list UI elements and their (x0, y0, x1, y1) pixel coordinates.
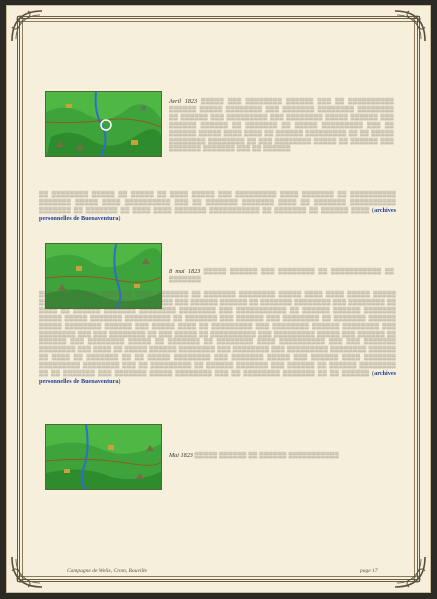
entry-header-text (169, 452, 394, 460)
entry-header-text (169, 98, 394, 153)
footer-page-number: page 17 (360, 568, 378, 574)
entry-header-text (169, 268, 394, 284)
archives-link[interactable]: archives personnelles de Buenaventura (39, 370, 397, 385)
entry-date: Mai 1823 (169, 452, 193, 459)
corner-ornament-icon (10, 555, 44, 589)
map-thumbnail (45, 424, 162, 490)
entry-body-text: ▒▒▒ ▒▒▒▒▒▒▒▒▒ ▒▒▒▒▒▒▒ ▒▒▒▒ ▒▒▒▒▒▒▒ ▒▒ ▒▒▒▒▒▒▒ ▒▒▒▒▒▒▒▒ ▒▒▒▒▒ ▒▒▒▒ ▒▒▒▒ ▒▒▒▒▒ ▒▒▒▒▒ ▒▒▒▒▒▒▒▒▒ ▒▒ ▒▒▒▒▒▒▒▒▒▒ ▒▒▒▒▒▒▒ ▒▒▒ ▒▒▒▒▒▒ ▒▒▒▒▒▒ ▒▒ ▒▒▒▒▒▒▒ ▒▒▒▒▒▒▒▒ ▒▒▒ ▒▒▒▒▒▒▒▒ ▒▒ ▒▒▒▒ ▒▒ ▒▒▒▒▒▒ ▒▒▒▒▒▒▒ ▒▒▒▒▒▒▒▒ ▒▒▒▒▒▒▒▒ ▒▒▒ ▒▒▒▒▒▒▒▒▒▒▒ ▒▒ ▒▒▒▒▒▒ ▒▒▒▒▒▒ ▒▒▒▒▒▒▒ ▒▒▒▒▒ ▒▒▒▒▒ ▒▒▒▒▒▒▒ ▒▒▒▒▒▒▒▒▒▒ ▒▒ ▒▒▒▒▒▒▒ ▒▒▒ ▒▒▒▒▒▒ ▒▒▒ ▒▒▒▒▒▒▒▒ ▒▒ ▒▒▒▒▒▒▒ ▒▒▒▒▒▒ ▒▒▒▒▒ ▒▒▒▒▒▒▒▒ ▒▒▒▒▒▒ ▒▒▒ ▒▒▒▒▒ ▒▒▒▒ ▒▒ ▒▒▒▒▒▒▒▒▒ ▒▒▒ ▒▒▒▒▒▒▒▒ ▒▒▒▒▒▒ ▒▒▒▒▒▒▒▒ ▒▒▒ ▒▒▒▒▒▒▒▒ ▒▒▒ ▒▒▒ ▒▒▒▒▒▒▒▒ ▒▒ ▒▒▒ ▒▒▒▒▒ ▒▒ ▒▒▒▒▒▒▒▒▒▒ ▒▒▒ ▒▒▒▒▒▒▒▒▒ ▒▒▒▒▒ ▒▒▒ ▒▒▒▒▒▒ ▒▒ ▒▒▒▒▒▒ ▒▒▒ ▒▒▒▒▒▒▒▒ ▒▒▒▒▒ ▒▒ ▒▒▒▒▒▒▒ ▒▒ ▒▒▒▒▒▒▒▒ ▒▒▒▒ ▒▒▒▒▒▒▒▒▒▒ ▒▒▒ ▒▒▒ ▒▒▒▒▒▒▒ ▒▒▒▒▒▒▒▒ ▒▒▒ ▒▒▒▒ ▒▒ ▒▒▒▒▒ ▒▒▒▒▒▒ ▒▒▒▒▒▒▒▒ ▒▒▒ ▒▒▒▒▒▒▒▒ ▒▒▒ ▒▒▒▒▒▒▒▒▒ ▒▒▒▒▒▒▒▒ ▒▒▒▒▒▒ ▒▒ ▒▒▒▒ ▒▒ ▒▒▒▒▒▒▒ ▒▒ ▒▒ ▒▒▒▒▒ ▒▒▒▒▒▒▒▒ ▒▒▒ ▒▒▒▒▒▒▒ ▒▒▒▒▒ ▒▒▒ ▒▒▒▒▒▒ ▒▒▒▒ ▒▒▒▒▒▒▒ ▒▒▒▒▒▒▒▒▒ ▒▒▒▒▒▒▒▒ ▒▒▒ ▒▒ ▒▒▒▒▒▒▒▒▒ ▒▒ ▒▒▒▒▒▒ ▒▒▒▒▒▒▒ ▒▒▒ ▒▒▒▒▒▒ ▒▒ ▒▒▒▒▒▒ ▒▒▒▒▒▒▒▒ ▒▒ ▒▒ ▒▒▒▒▒▒▒ ▒▒▒ ▒▒▒▒▒▒▒ ▒▒▒▒▒ ▒▒▒▒▒▒▒▒ ▒▒▒ ▒▒ ▒▒▒▒▒▒▒▒ ▒▒▒▒▒▒▒ ▒▒ ▒▒ ▒▒▒▒▒▒ (archives personnelles de Buenaventura) (39, 291, 397, 385)
document-page (6, 5, 431, 593)
entry-body-text: ▒▒ ▒▒▒▒▒▒▒▒ ▒▒▒▒▒ ▒▒ ▒▒▒▒▒ ▒▒ ▒▒▒▒ ▒▒▒▒▒ ▒▒▒ ▒▒▒▒▒▒▒▒▒ ▒▒▒▒ ▒▒▒▒▒▒▒ ▒▒ ▒▒▒▒▒▒▒▒▒▒ ▒▒▒▒▒▒▒ ▒▒▒▒▒ ▒▒▒▒ ▒▒▒▒▒▒▒▒▒▒ ▒▒▒ ▒▒ ▒▒▒▒▒▒▒ ▒▒▒▒▒▒▒ ▒▒▒▒ ▒▒ ▒▒▒▒▒▒▒ ▒▒▒▒▒▒▒▒▒▒ ▒▒▒▒▒▒▒ ▒▒ ▒▒▒▒▒▒▒ ▒▒ ▒▒▒▒ ▒▒▒▒ ▒▒▒▒▒▒▒ ▒▒▒▒▒▒▒▒▒▒▒ ▒▒ ▒▒▒▒▒▒▒ ▒▒ ▒▒▒▒▒▒ ▒▒▒▒ (archives personnelles de Buenaventura) (39, 191, 396, 222)
footer-campaign: Campagne de Welix, Crom, Bauville (67, 568, 147, 574)
corner-ornament-icon (10, 9, 44, 43)
corner-ornament-icon (393, 9, 427, 43)
archives-link[interactable]: archives personnelles de Buenaventura (39, 206, 396, 222)
map-thumbnail (45, 91, 162, 157)
entry-header-body: ▒▒▒▒▒ ▒▒▒ ▒▒▒▒▒▒▒▒ ▒▒▒▒▒▒ ▒▒▒ ▒▒ ▒▒▒▒▒▒▒▒▒▒ ▒▒▒▒▒▒ ▒▒▒▒▒ ▒▒▒▒▒▒▒▒ ▒▒▒ ▒▒▒▒▒▒▒ ▒▒▒▒▒▒▒▒ ▒▒▒▒▒▒▒▒ ▒▒ ▒▒▒▒▒▒ ▒▒▒ ▒▒▒▒▒▒▒▒▒ ▒▒▒ ▒▒▒▒▒▒▒▒ ▒▒▒▒▒ ▒▒▒▒▒▒ ▒▒▒ ▒▒▒▒▒▒ ▒▒▒▒▒▒ ▒▒ ▒▒▒▒▒▒▒ ▒▒ ▒▒▒▒▒ ▒▒▒▒▒▒▒▒▒ ▒▒▒ ▒▒ ▒▒▒▒▒▒ ▒▒▒▒▒ ▒▒▒▒ ▒▒▒▒ ▒▒ ▒▒▒▒▒▒ ▒▒▒▒▒▒▒▒▒ ▒▒ ▒▒ ▒▒▒▒▒ ▒▒▒▒▒▒▒▒ ▒▒▒▒▒▒▒▒ ▒▒ ▒▒▒ ▒▒▒▒▒▒▒▒ ▒▒▒▒▒ ▒▒ ▒▒▒▒▒▒ ▒▒▒ ▒▒▒▒▒▒▒ ▒▒▒▒▒▒▒ ▒▒▒ ▒▒ ▒▒▒▒▒▒ (169, 98, 395, 153)
entry-date: Avril 1823 (169, 98, 198, 105)
corner-ornament-icon (393, 555, 427, 589)
entry-date: 8 mai 1823 (169, 268, 201, 275)
entry-header-body: ▒▒▒▒▒ ▒▒▒▒▒▒ ▒▒ ▒▒▒▒▒▒ ▒▒▒▒▒▒▒▒▒▒▒ (194, 452, 339, 459)
entry-header-body: ▒▒▒▒▒ ▒▒▒▒▒▒ ▒▒▒ ▒▒▒▒▒▒▒▒ ▒▒ ▒▒▒▒▒▒▒▒▒▒▒ ▒▒ ▒▒▒▒▒▒▒ (169, 268, 395, 283)
entry-body: ▒▒▒ ▒▒▒▒▒▒▒▒▒ ▒▒▒▒▒▒▒ ▒▒▒▒ ▒▒▒▒▒▒▒ ▒▒ ▒▒▒▒▒▒▒ ▒▒▒▒▒▒▒▒ ▒▒▒▒▒ ▒▒▒▒ ▒▒▒▒ ▒▒▒▒▒ ▒▒▒▒▒ ▒▒▒▒▒▒▒▒▒ ▒▒ ▒▒▒▒▒▒▒▒▒▒ ▒▒▒▒▒▒▒ ▒▒▒ ▒▒▒▒▒▒ ▒▒▒▒▒▒ ▒▒ ▒▒▒▒▒▒▒ ▒▒▒▒▒▒▒▒ ▒▒▒ ▒▒▒▒▒▒▒▒ ▒▒ ▒▒▒▒ ▒▒ ▒▒▒▒▒▒ ▒▒▒▒▒▒▒ ▒▒▒▒▒▒▒▒ ▒▒▒▒▒▒▒▒ ▒▒▒ ▒▒▒▒▒▒▒▒▒▒▒ ▒▒ ▒▒▒▒▒▒ ▒▒▒▒▒▒ ▒▒▒▒▒▒▒ ▒▒▒▒▒ ▒▒▒▒▒ ▒▒▒▒▒▒▒ ▒▒▒▒▒▒▒▒▒▒ ▒▒ ▒▒▒▒▒▒▒ ▒▒▒ ▒▒▒▒▒▒ ▒▒▒ ▒▒▒▒▒▒▒▒ ▒▒ ▒▒▒▒▒▒▒ ▒▒▒▒▒▒ ▒▒▒▒▒ ▒▒▒▒▒▒▒▒ ▒▒▒▒▒▒ ▒▒▒ ▒▒▒▒▒ ▒▒▒▒ ▒▒ ▒▒▒▒▒▒▒▒▒ ▒▒▒ ▒▒▒▒▒▒▒▒ ▒▒▒▒▒▒ ▒▒▒▒▒▒▒▒ ▒▒▒ ▒▒▒▒▒▒▒▒ ▒▒▒ ▒▒▒ ▒▒▒▒▒▒▒▒ ▒▒ ▒▒▒ ▒▒▒▒▒ ▒▒ ▒▒▒▒▒▒▒▒▒▒ ▒▒▒ ▒▒▒▒▒▒▒▒▒ ▒▒▒▒▒ ▒▒▒ ▒▒▒▒▒▒ ▒▒ ▒▒▒▒▒▒ ▒▒▒ ▒▒▒▒▒▒▒▒ ▒▒▒▒▒ ▒▒ ▒▒▒▒▒▒▒ ▒▒ ▒▒▒▒▒▒▒▒ ▒▒▒▒ ▒▒▒▒▒▒▒▒▒▒ ▒▒▒ ▒▒▒ ▒▒▒▒▒▒▒ ▒▒▒▒▒▒▒▒ ▒▒▒ ▒▒▒▒ ▒▒ ▒▒▒▒▒ ▒▒▒▒▒▒ ▒▒▒▒▒▒▒▒ ▒▒▒ ▒▒▒▒▒▒▒▒ ▒▒▒ ▒▒▒▒▒▒▒▒▒ ▒▒▒▒▒▒▒▒ ▒▒▒▒▒▒ ▒▒ ▒▒▒▒ ▒▒ ▒▒▒▒▒▒▒ ▒▒ ▒▒ ▒▒▒▒▒ ▒▒▒▒▒▒▒▒ ▒▒▒ ▒▒▒▒▒▒▒ ▒▒▒▒▒ ▒▒▒ ▒▒▒▒▒▒ ▒▒▒▒ ▒▒▒▒▒▒▒ ▒▒▒▒▒▒▒▒▒ ▒▒▒▒▒▒▒▒ ▒▒▒ ▒▒ ▒▒▒▒▒▒▒▒▒ ▒▒ ▒▒▒▒▒▒ ▒▒▒▒▒▒▒ ▒▒▒ ▒▒▒▒▒▒ ▒▒ ▒▒▒▒▒▒ ▒▒▒▒▒▒▒▒ ▒▒ ▒▒ ▒▒▒▒▒▒▒ ▒▒▒ ▒▒▒▒▒▒▒ ▒▒▒▒▒ ▒▒▒▒▒▒▒▒ ▒▒▒ ▒▒ ▒▒▒▒▒▒▒▒ ▒▒▒▒▒▒▒ ▒▒ ▒▒ ▒▒▒▒▒▒ (39, 291, 396, 378)
entry-body: ▒▒ ▒▒▒▒▒▒▒▒ ▒▒▒▒▒ ▒▒ ▒▒▒▒▒ ▒▒ ▒▒▒▒ ▒▒▒▒▒ ▒▒▒ ▒▒▒▒▒▒▒▒▒ ▒▒▒▒ ▒▒▒▒▒▒▒ ▒▒ ▒▒▒▒▒▒▒▒▒▒ ▒▒▒▒▒▒▒ ▒▒▒▒▒ ▒▒▒▒ ▒▒▒▒▒▒▒▒▒▒ ▒▒▒ ▒▒ ▒▒▒▒▒▒▒ ▒▒▒▒▒▒▒ ▒▒▒▒ ▒▒ ▒▒▒▒▒▒▒ ▒▒▒▒▒▒▒▒▒▒ ▒▒▒▒▒▒▒ ▒▒ ▒▒▒▒▒▒▒ ▒▒ ▒▒▒▒ ▒▒▒▒ ▒▒▒▒▒▒▒ ▒▒▒▒▒▒▒▒▒▒▒ ▒▒ ▒▒▒▒▒▒▒ ▒▒ ▒▒▒▒▒▒ ▒▒▒▒ (39, 191, 396, 214)
